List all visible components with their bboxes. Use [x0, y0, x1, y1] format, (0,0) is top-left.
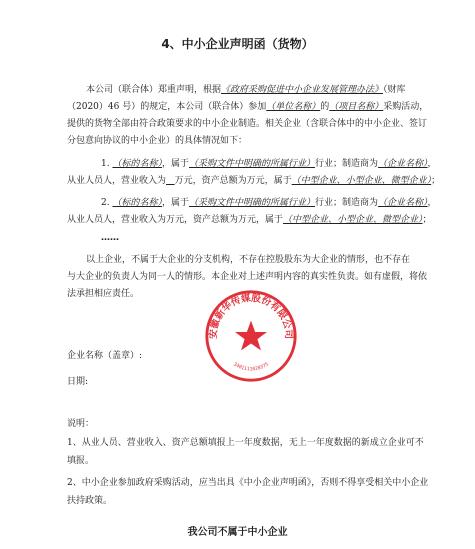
- footer-statement: 我公司不属于中小企业: [187, 527, 288, 538]
- item-text: 从业人员人，营业收入为万元，资产总额为万元，属于: [67, 215, 284, 225]
- manufacturer-placeholder: （企业名称）: [378, 159, 428, 169]
- para1-line3: 提供的货物全部由符合政策要求的中小企业制造。相关企业（含联合体中的中小企业、签订: [67, 119, 428, 129]
- note-2-line2: 扶持政策。: [67, 496, 113, 506]
- date-label: 日期:: [67, 377, 89, 387]
- para1-text: 本公司（联合体）郑重声明，根据: [86, 85, 222, 95]
- industry-placeholder: （采购文件中明确的所属行业）: [189, 198, 316, 208]
- para1-line4: 分包意向协议的中小企业）的具体情况如下：: [67, 136, 248, 146]
- note-1-line2: 填报。: [67, 456, 95, 466]
- para1-text: 的: [320, 102, 330, 112]
- para1-text: （财库: [383, 85, 406, 95]
- item-text: 万元，资产总额为万元，属于: [174, 176, 292, 186]
- enterprise-type-placeholder: （中型企业、小型企业、微型企业）: [283, 215, 423, 225]
- company-name-label: 企业名称（盖章）:: [67, 351, 143, 361]
- manufacturer-placeholder: （企业名称）: [378, 198, 428, 208]
- seal-star: [235, 321, 267, 351]
- enterprise-type-placeholder: （中型企业、小型企业、微型企业）: [291, 176, 432, 186]
- item-text: ；: [422, 215, 432, 225]
- para1-line2: [67, 101, 428, 113]
- item-text: 从业人员人，营业收入为: [67, 176, 167, 186]
- item-text: ，: [427, 159, 437, 169]
- seal-number: 3401111020375: [232, 362, 270, 373]
- regulation-name: 《政府采购促进中小企业发展管理办法》: [221, 85, 384, 95]
- item-text: ，属于: [161, 159, 189, 169]
- item1-line1: [101, 158, 437, 170]
- project-name-placeholder: （项目名称）: [329, 102, 384, 112]
- item-text: 行业；制造商为: [315, 159, 379, 169]
- item-number: 2.: [101, 198, 110, 208]
- unit-name-placeholder: （单位名称）: [266, 102, 321, 112]
- industry-placeholder: （采购文件中明确的所属行业）: [189, 159, 316, 169]
- item-text: ，属于: [161, 198, 189, 208]
- note-2-line1: 2、中小企业参加政府采购活动，应当出具《中小企业声明函》，否则不得享受相关中小企业: [67, 478, 429, 488]
- revenue-blank: [166, 176, 175, 186]
- note-1-line1: 1、从业人员、营业收入、资产总额填报上一年度数据，无上一年度数据的新成立企业可不: [67, 438, 424, 448]
- item2-line1: [101, 197, 437, 209]
- para2-line2: 与大企业的负责人为同一人的情形。本企业对上述声明内容的真实性负责。如有虚假，将依: [67, 272, 428, 282]
- item-text: ；: [431, 176, 441, 186]
- notes-title: 说明：: [67, 419, 95, 429]
- para2-line1: 以上企业，不属于大企业的分支机构，不存在控股股东为大企业的情形，也不存在: [86, 255, 411, 265]
- seal-text: 安徽新华传媒股份有限公司: [208, 292, 294, 340]
- item-name: （标的名称）: [112, 198, 162, 208]
- para2-line3: 法承担相应责任。: [67, 289, 140, 299]
- item1-line2: [67, 175, 440, 187]
- item-text: ，: [427, 198, 437, 208]
- item2-line2: [67, 214, 432, 226]
- para1-text: （2020）46 号）的规定，本公司（联合体）参加: [67, 102, 267, 112]
- item-text: 行业；制造商为: [315, 198, 379, 208]
- company-seal: [203, 288, 299, 384]
- ellipsis: ……: [101, 233, 119, 243]
- item-name: （标的名称）: [112, 159, 162, 169]
- page-title: 4、中小企业声明函（货物）: [161, 37, 314, 51]
- para1-line1: [86, 84, 406, 96]
- item-number: 1.: [101, 159, 110, 169]
- para1-text: 采购活动，: [383, 102, 429, 112]
